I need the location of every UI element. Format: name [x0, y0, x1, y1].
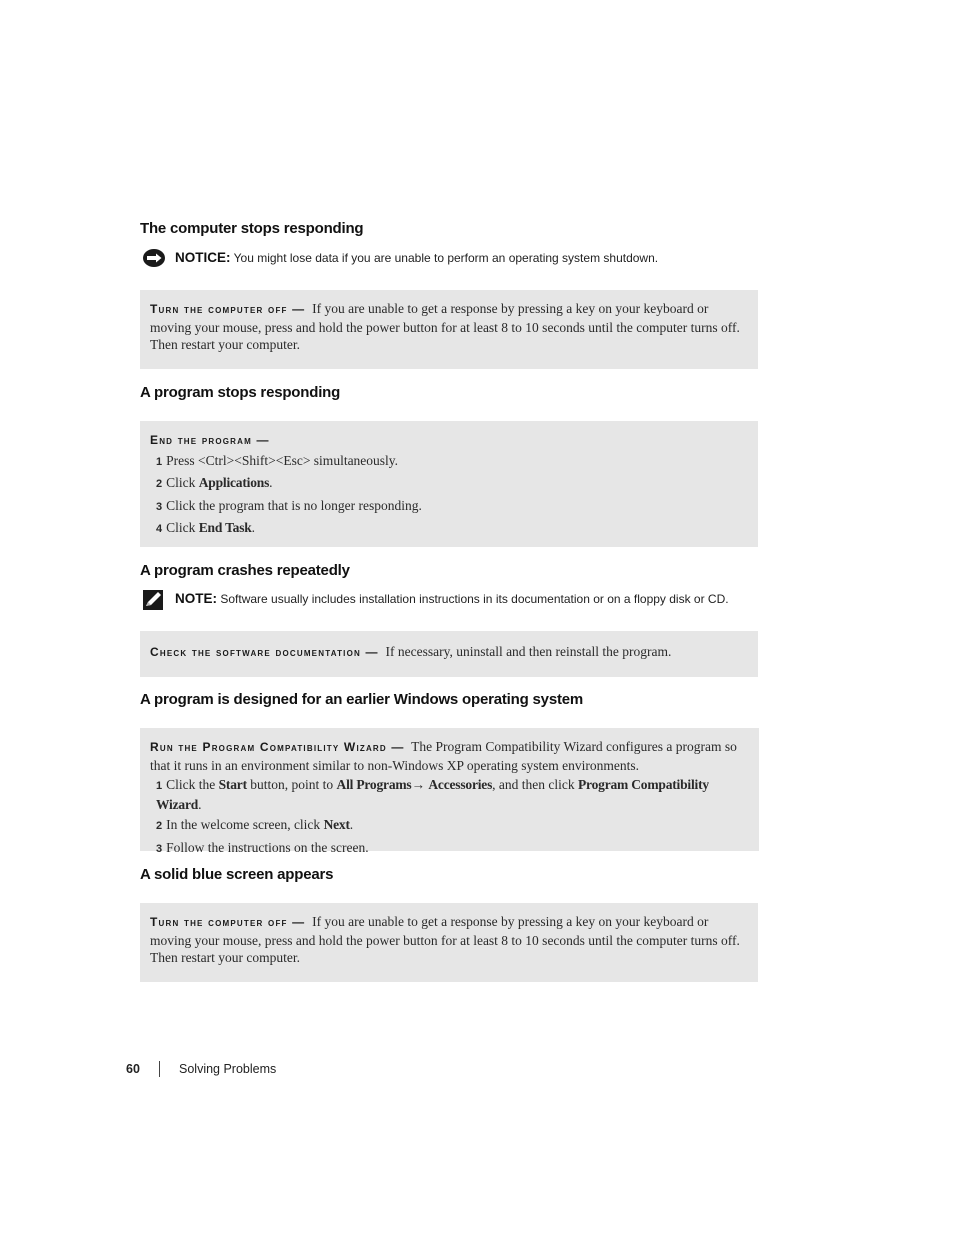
- info-box: [140, 290, 758, 369]
- notice-hand-icon: [142, 248, 166, 268]
- step-list: [156, 452, 748, 539]
- step: 2 Click Applications.: [156, 475, 273, 490]
- box-lead: Check the software documentation —: [150, 645, 379, 659]
- step: 4 Click End Task.: [156, 520, 255, 535]
- step: 1 Click the Start button, point to All Programs→ Accessories, and then click Program Compatibility Wizard.: [156, 777, 709, 812]
- step: 2 In the welcome screen, click Next.: [156, 817, 354, 832]
- info-box: [140, 631, 758, 677]
- box-text: If you are unable to get a response by pressing a key on your keyboard or moving your mouse, press and hold the power button for at least 8 to 10 seconds until the computer turns off. Then restart your computer.: [150, 301, 740, 352]
- box-lead: Turn the computer off —: [150, 302, 306, 316]
- box-text: If necessary, uninstall and then reinstall the program.: [385, 644, 672, 659]
- section-heading: The computer stops responding: [140, 220, 364, 237]
- info-box: [140, 903, 758, 982]
- section-heading: A solid blue screen appears: [140, 866, 334, 883]
- footer-divider: [159, 1061, 160, 1077]
- info-box: [140, 421, 758, 547]
- info-box: [140, 728, 759, 855]
- page-number: 60: [126, 1062, 140, 1076]
- box-lead: End the program —: [150, 433, 270, 447]
- note-pencil-icon: [142, 589, 166, 609]
- box-lead: Run the Program Compatibility Wizard —: [150, 740, 405, 754]
- step: 1 Press <Ctrl><Shift><Esc> simultaneously.: [156, 452, 399, 468]
- step: 3 Follow the instructions on the screen.: [156, 839, 369, 855]
- step-list: [156, 776, 749, 858]
- note-label: NOTE:: [175, 591, 217, 606]
- section-heading: A program crashes repeatedly: [140, 562, 350, 579]
- note-text: Software usually includes installation instructions in its documentation or on a floppy disk or CD.: [220, 592, 729, 606]
- box-text: If you are unable to get a response by pressing a key on your keyboard or moving your mouse, press and hold the power button for at least 8 to 10 seconds until the computer turns off. Then restart your computer.: [150, 914, 740, 965]
- step: 3 Click the program that is no longer responding.: [156, 497, 422, 513]
- section-heading: A program stops responding: [140, 384, 341, 401]
- box-text: The Program Compatibility Wizard configures a program so that it runs in an environment similar to non-Windows XP operating system environments.: [150, 739, 737, 773]
- notice-label: NOTICE:: [175, 250, 231, 265]
- section-heading: A program is designed for an earlier Windows operating system: [140, 691, 584, 708]
- box-lead: Turn the computer off —: [150, 915, 306, 929]
- notice-text: You might lose data if you are unable to perform an operating system shutdown.: [233, 251, 659, 265]
- footer-section-title: Solving Problems: [179, 1062, 277, 1076]
